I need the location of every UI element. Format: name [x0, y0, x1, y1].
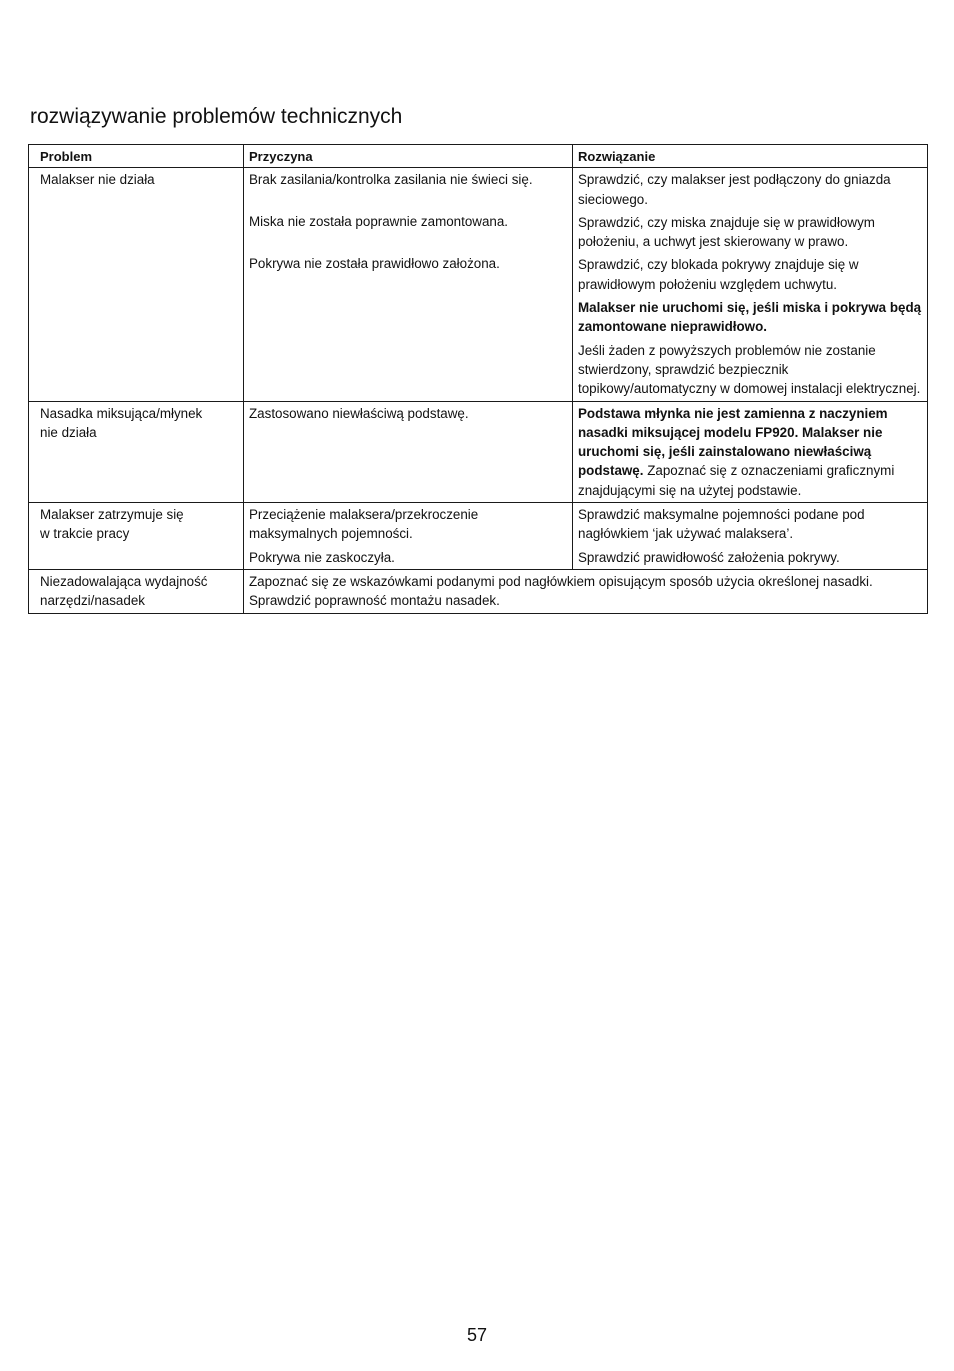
problem-text-line: Niezadowalająca wydajność: [40, 573, 208, 589]
table-header-row: [29, 145, 928, 168]
solution-cell: [573, 503, 928, 570]
combined-text: Zapoznać się ze wskazówkami podanymi pod nagłówkiem opisującym sposób użycia określonej nasadki. Sprawdzić poprawność montażu nasadek.: [249, 573, 873, 609]
problem-text: Malakser nie działa: [40, 172, 155, 188]
problem-text-line: nie działa: [40, 424, 97, 440]
table-row: [29, 503, 928, 570]
cause-text: Zastosowano niewłaściwą podstawę.: [249, 405, 469, 421]
problem-text-line: w trakcie pracy: [40, 526, 130, 542]
cause-text: Pokrywa nie zaskoczyła.: [249, 549, 395, 565]
solution-text: Zapoznać się z oznaczeniami graficznymi znajdującymi się na użytej podstawie.: [578, 463, 895, 498]
solution-text: Sprawdzić maksymalne pojemności podane pod nagłówkiem ‘jak używać malaksera’.: [578, 507, 865, 542]
table-row: [29, 569, 928, 613]
solution-text: Sprawdzić, czy miska znajduje się w prawidłowym położeniu, a uchwyt jest skierowany w prawo.: [578, 214, 875, 250]
solution-text: Jeśli żaden z powyższych problemów nie zostanie stwierdzony, sprawdzić bezpiecznik topikowy/automatyczny w domowej instalacji elektrycznej.: [578, 342, 921, 397]
solution-cell: [573, 401, 928, 502]
cause-text: Miska nie została poprawnie zamontowana.: [249, 214, 509, 230]
header-cause: Przyczyna: [244, 145, 573, 168]
problem-cell: [29, 503, 244, 570]
cause-text: Przeciążenie malaksera/przekroczenie maksymalnych pojemności.: [249, 507, 479, 542]
troubleshooting-table: [28, 144, 928, 614]
problem-cell: [29, 401, 244, 502]
solution-text: Sprawdzić prawidłowość założenia pokrywy.: [578, 549, 840, 565]
solution-text: Sprawdzić, czy malakser jest podłączony do gniazda sieciowego.: [578, 172, 891, 207]
combined-cell: [244, 569, 928, 613]
page-title: rozwiązywanie problemów technicznych: [30, 105, 403, 128]
problem-text-line: Malakser zatrzymuje się: [40, 507, 184, 523]
table-row: [29, 168, 928, 401]
cause-cell: [244, 168, 573, 401]
problem-text-line: narzędzi/nasadek: [40, 593, 145, 609]
cause-cell: [244, 401, 573, 502]
cause-cell: [244, 503, 573, 570]
cause-text: Brak zasilania/kontrolka zasilania nie świeci się.: [249, 172, 533, 188]
table-row: [29, 401, 928, 502]
solution-text: Sprawdzić, czy blokada pokrywy znajduje się w prawidłowym położeniu względem uchwytu.: [578, 257, 859, 292]
cause-text: Pokrywa nie została prawidłowo założona.: [249, 256, 500, 272]
problem-cell: [29, 569, 244, 613]
problem-text-line: Nasadka miksująca/młynek: [40, 405, 203, 421]
problem-cell: [29, 168, 244, 401]
solution-warning: Podstawa młynka nie jest zamienna z naczyniem nasadki miksującej modelu FP920. Malakser nie uruchomi się, jeśli zainstalowano niewłaściwą podstawę.: [578, 405, 888, 479]
page-number: 57: [466, 1325, 488, 1345]
solution-warning: Malakser nie uruchomi się, jeśli miska i pokrywa będą zamontowane nieprawidłowo.: [578, 300, 922, 335]
solution-cell: [573, 168, 928, 401]
header-solution: Rozwiązanie: [573, 145, 928, 168]
header-problem: Problem: [29, 145, 244, 168]
